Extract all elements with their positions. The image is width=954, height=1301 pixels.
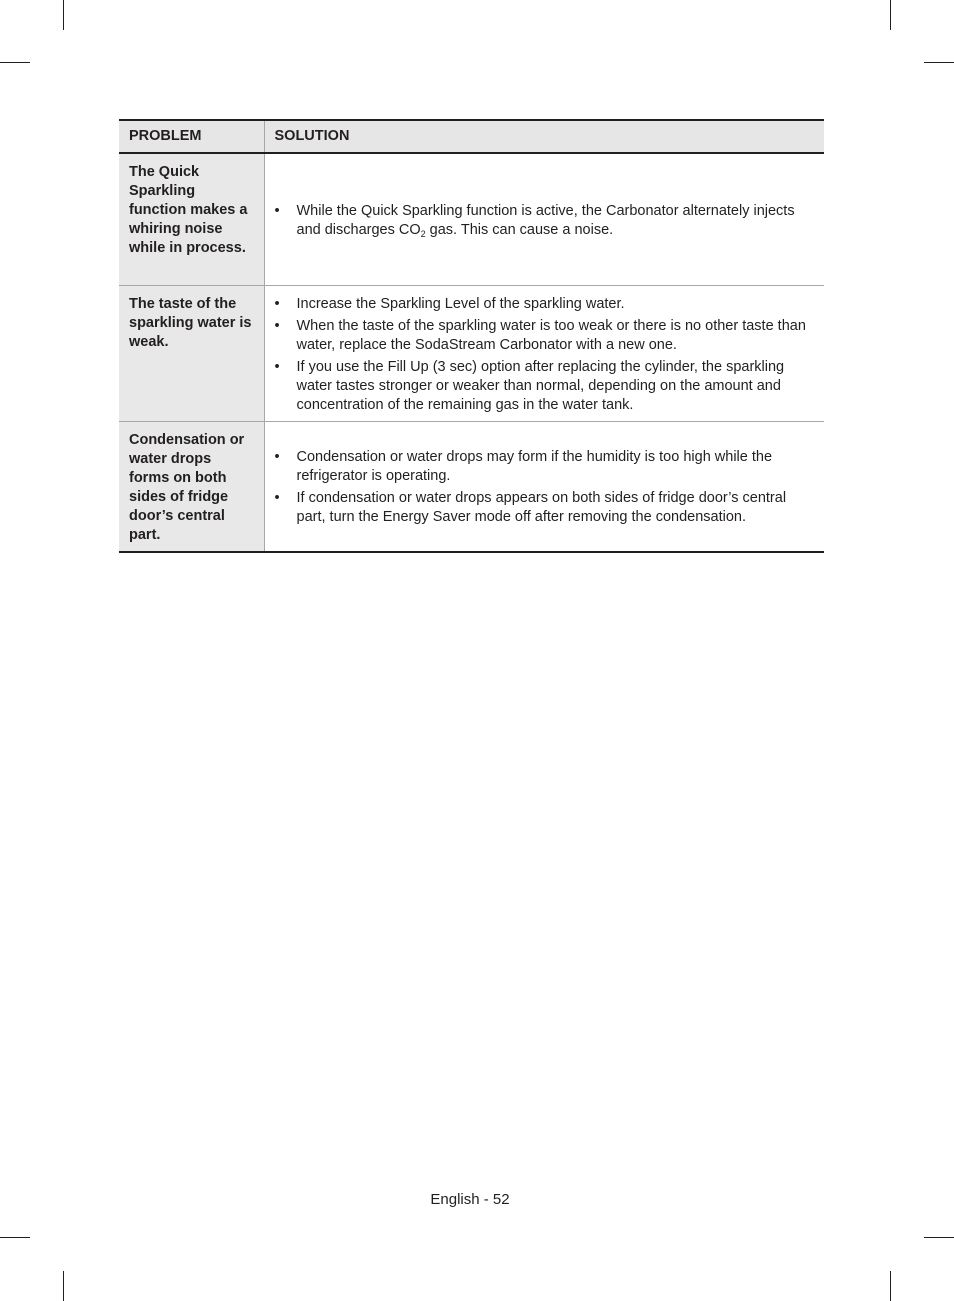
table-row xyxy=(119,421,824,552)
solution-item xyxy=(275,317,815,355)
crop-mark xyxy=(63,0,64,30)
solution-cell xyxy=(264,421,824,552)
table-row xyxy=(119,153,824,285)
bullet-icon: • xyxy=(274,490,280,506)
subscript-text: 2 xyxy=(420,228,426,239)
solution-text: Condensation or water drops may form if the humidity is too high while the refrigerator is operating. xyxy=(296,449,773,484)
problem-column-header: PROBLEM xyxy=(119,120,264,153)
solution-item xyxy=(275,295,815,314)
bullet-icon: • xyxy=(274,358,280,375)
solution-list xyxy=(275,295,815,415)
solution-text: If you use the Fill Up (3 sec) option after replacing the cylinder, the sparkling water tastes stronger or weaker than normal, depending on the amount and concentration of the remaining gas in the water tank. xyxy=(296,358,785,413)
bullet-icon: • xyxy=(274,295,280,312)
crop-mark xyxy=(890,0,891,30)
solution-cell xyxy=(264,153,824,285)
crop-mark xyxy=(0,62,30,63)
crop-mark xyxy=(0,1237,30,1238)
table-row xyxy=(119,285,824,421)
solution-cell xyxy=(264,285,824,421)
solution-column-header: SOLUTION xyxy=(264,120,824,153)
crop-mark xyxy=(890,1271,891,1301)
bullet-icon: • xyxy=(274,202,280,219)
page-number: English - 52 xyxy=(430,1191,510,1208)
bullet-icon: • xyxy=(274,317,280,334)
solution-text: Increase the Sparkling Level of the sparkling water. xyxy=(296,295,625,312)
solution-text: If condensation or water drops appears on both sides of fridge door’s central part, turn the Energy Saver mode off after removing the condensation. xyxy=(296,490,787,525)
solution-item xyxy=(275,448,815,486)
troubleshooting-table xyxy=(119,119,824,553)
crop-mark xyxy=(63,1271,64,1301)
problem-cell: The taste of the sparkling water is weak. xyxy=(119,285,264,421)
problem-cell: The Quick Sparkling function makes a whiring noise while in process. xyxy=(119,153,264,285)
solution-text: When the taste of the sparkling water is too weak or there is no other taste than water, replace the SodaStream Carbonator with a new one. xyxy=(296,317,806,353)
solution-list xyxy=(275,448,815,527)
solution-text: gas. This can cause a noise. xyxy=(425,221,614,238)
solution-item xyxy=(275,489,815,527)
problem-cell: Condensation or water drops forms on both sides of fridge door’s central part. xyxy=(119,421,264,552)
crop-mark xyxy=(924,62,954,63)
table-header-row xyxy=(119,120,824,153)
solution-item xyxy=(275,358,815,415)
bullet-icon: • xyxy=(274,449,280,465)
solution-text: While the Quick Sparkling function is active, the Carbonator alternately injects and discharges CO xyxy=(296,202,795,238)
solution-item xyxy=(275,202,815,240)
crop-mark xyxy=(924,1237,954,1238)
solution-list xyxy=(275,202,815,240)
